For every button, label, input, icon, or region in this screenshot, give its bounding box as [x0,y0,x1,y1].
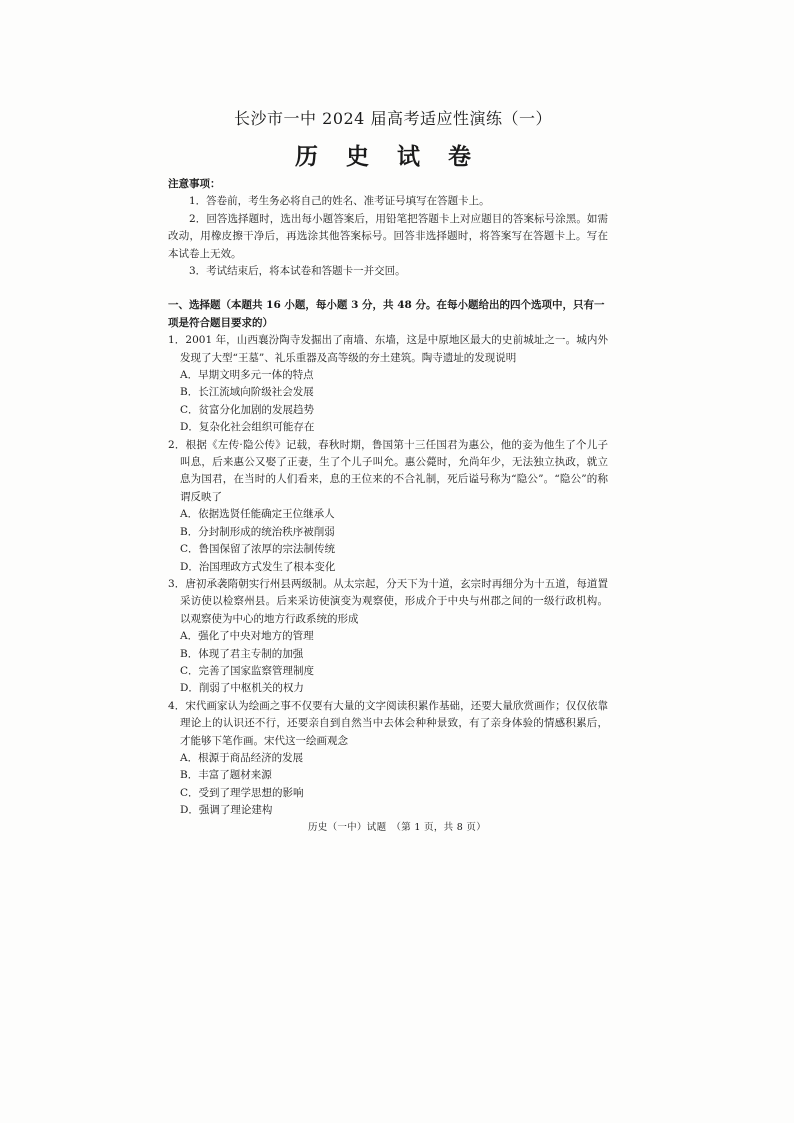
option-b: B．体现了君主专制的加强 [180,647,304,660]
option-b: B．分封制形成的统治秩序被削弱 [180,525,335,538]
question-stem: 1．2001 年，山西襄汾陶寺发掘出了南墙、东墙，这是中原地区最大的史前城址之一。城内外发现了大型“王墓”、礼乐重器及高等级的夯土建筑。陶寺遗址的发现说明 [168,334,608,364]
option-b: B．丰富了题材来源 [180,769,272,782]
question-4 [168,698,608,820]
option-c: C．完善了国家监察管理制度 [180,664,315,677]
question-3 [168,576,608,698]
exam-title: 长沙市一中 2024 届高考适应性演练（一） [234,109,552,128]
notice-block [168,176,608,280]
option-a: A．根源于商品经济的发展 [180,751,304,764]
option-c: C．受到了理学思想的影响 [180,786,304,799]
option-c: C．贫富分化加剧的发展趋势 [180,403,315,416]
question-stem: 2．根据《左传·隐公传》记载，春秋时期，鲁国第十三任国君为惠公，他的妾为他生了个儿子叫息，后来惠公又娶了正妻，生了个儿子叫允。惠公薨时，允尚年少，无法独立执政，就立息为国君，在当时的人们看来，息的王位来的不合礼制，死后谥号称为“隐公”。“隐公”的称谓反映了 [168,438,608,503]
question-2 [168,437,608,576]
option-d: D．复杂化社会组织可能存在 [180,421,315,434]
option-a: A．依据选贤任能确定王位继承人 [180,508,335,521]
option-d: D．削弱了中枢机关的权力 [180,682,304,695]
question-stem: 4．宋代画家认为绘画之事不仅要有大量的文字阅读积累作基础，还要大量欣赏画作；仅仅依靠理论上的认识还不行，还要亲自到自然当中去体会种种景致，有了亲身体验的情感积累后，才能够下笔作画。宋代这一绘画观念 [168,699,608,747]
option-b: B．长江流域向阶级社会发展 [180,386,314,399]
notice-item: 1．答卷前，考生务必将自己的姓名、准考证号填写在答题卡上。 [189,195,490,208]
option-c: C．鲁国保留了浓厚的宗法制传统 [180,543,336,556]
question-stem: 3．唐初承袭隋朝实行州县两级制。从太宗起，分天下为十道，玄宗时再细分为十五道，每道置采访使以检察州县。后来采访使演变为观察使，形成介于中央与州郡之间的一级行政机构。以观察使为中心的地方行政系统的形成 [168,577,608,625]
option-d: D．治国理政方式发生了根本变化 [180,560,336,573]
notice-item: 2．回答选择题时，选出每小题答案后，用铅笔把答题卡上对应题目的答案标号涂黑。如需改动，用橡皮擦干净后，再选涂其他答案标号。回答非选择题时，将答案写在答题卡上。写在本试卷上无效。 [168,212,608,260]
page-content [168,106,608,820]
option-d: D．强调了理论建构 [180,804,273,817]
notice-heading: 注意事项： [168,178,221,190]
notice-item: 3．考试结束后，将本试卷和答题卡一并交回。 [189,265,406,278]
subject-title: 历 史 试 卷 [294,143,482,170]
question-1 [168,332,608,436]
section-heading: 一、选择题（本题共 16 小题，每小题 3 分，共 48 分。在每小题给出的四个选项中，只有一项是符合题目要求的） [168,299,605,329]
page-footer: 历史（一中）试题 （第 1 页，共 8 页） [307,822,487,833]
option-a: A．强化了中央对地方的管理 [180,630,314,643]
option-a: A．早期文明多元一体的特点 [180,369,314,382]
